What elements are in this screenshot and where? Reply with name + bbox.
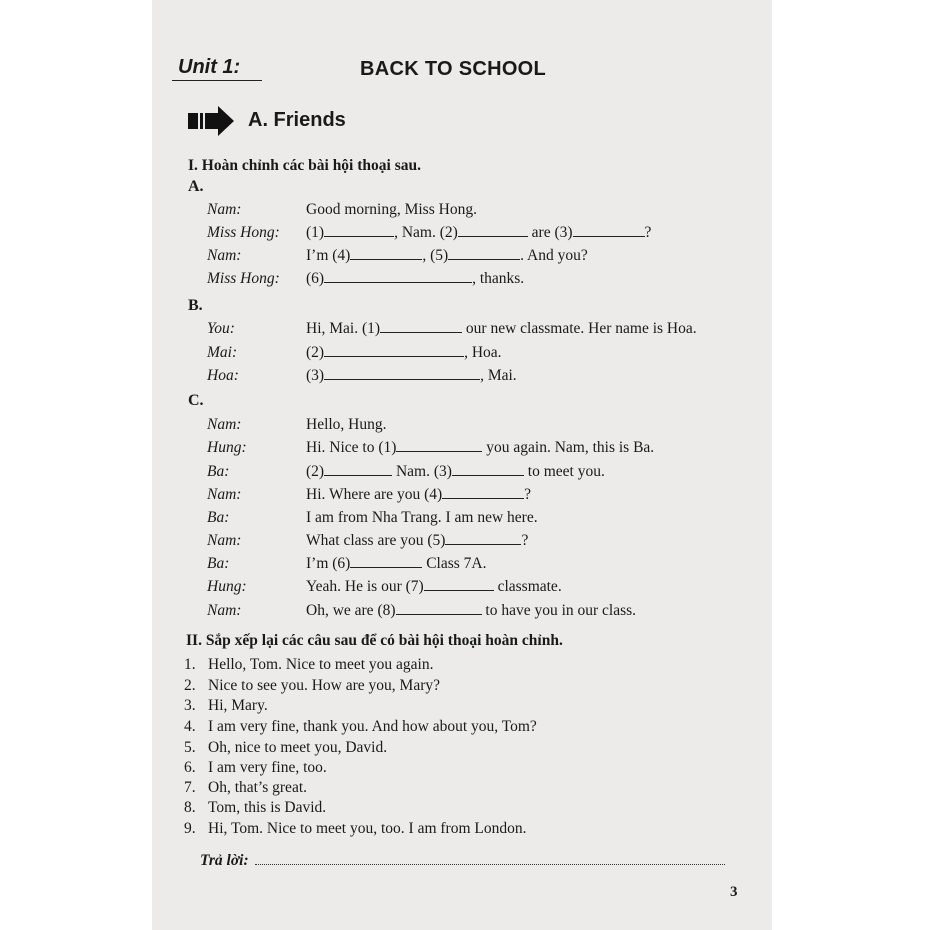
blank[interactable] xyxy=(452,463,524,476)
blank[interactable] xyxy=(396,439,482,452)
unit-label: Unit 1: xyxy=(178,56,241,78)
speaker: Nam: xyxy=(207,532,242,549)
list-item: 5. Oh, nice to meet you, David. xyxy=(184,739,388,756)
speaker: Ba: xyxy=(207,509,230,526)
list-item: 3. Hi, Mary. xyxy=(184,697,268,714)
list-item: 2. Nice to see you. How are you, Mary? xyxy=(184,677,440,694)
speaker: Hung: xyxy=(207,578,247,595)
speaker: Hung: xyxy=(207,439,247,456)
dialogue-a-label: A. xyxy=(188,178,204,195)
blank[interactable] xyxy=(458,224,528,237)
dialogue-line: (6) , thanks. xyxy=(306,270,525,287)
dialogue-b-label: B. xyxy=(188,297,203,314)
unit-underline xyxy=(172,80,262,81)
list-item: 7. Oh, that’s great. xyxy=(184,779,308,796)
dialogue-line: I am from Nha Trang. I am new here. xyxy=(306,509,538,526)
blank[interactable] xyxy=(324,367,480,380)
blank[interactable] xyxy=(350,555,422,568)
speaker: Ba: xyxy=(207,555,230,572)
dialogue-line: Hi, Mai. (1) our new classmate. Her name is Hoa. xyxy=(306,320,697,337)
dialogue-line: (3) , Mai. xyxy=(306,367,517,384)
unit-title: BACK TO SCHOOL xyxy=(360,58,547,80)
speaker: Nam: xyxy=(207,247,242,264)
speaker: Ba: xyxy=(207,463,230,480)
dialogue-line: Hi. Nice to (1) you again. Nam, this is Ba. xyxy=(306,439,655,456)
speaker: Nam: xyxy=(207,416,242,433)
speaker: Hoa: xyxy=(207,367,239,384)
list-item: 8. Tom, this is David. xyxy=(184,799,327,816)
dialogue-line: Hi. Where are you (4) ? xyxy=(306,486,532,503)
dialogue-line: I’m (4) , (5) . And you? xyxy=(306,247,588,264)
dialogue-line: I’m (6) Class 7A. xyxy=(306,555,487,572)
speaker: Mai: xyxy=(207,344,238,361)
list-item: 4. I am very fine, thank you. And how about you, Tom? xyxy=(184,718,537,735)
blank[interactable] xyxy=(445,532,521,545)
blank[interactable] xyxy=(442,486,524,499)
page-number: 3 xyxy=(730,884,738,900)
blank[interactable] xyxy=(448,247,520,260)
blank[interactable] xyxy=(396,602,482,615)
blank[interactable] xyxy=(324,463,392,476)
list-item: 6. I am very fine, too. xyxy=(184,759,327,776)
blank[interactable] xyxy=(324,224,394,237)
part2-heading: II. Sắp xếp lại các câu sau để có bài hội thoại hoàn chỉnh. xyxy=(186,632,563,649)
answer-blank[interactable] xyxy=(255,854,725,865)
blank[interactable] xyxy=(350,247,422,260)
dialogue-line: Good morning, Miss Hong. xyxy=(306,201,477,218)
speaker: Miss Hong: xyxy=(207,270,280,287)
part1-heading: I. Hoàn chỉnh các bài hội thoại sau. xyxy=(188,157,421,174)
dialogue-line: Oh, we are (8) to have you in our class. xyxy=(306,602,637,619)
blank[interactable] xyxy=(573,224,645,237)
speaker: Nam: xyxy=(207,486,242,503)
answer-label: Trả lời: xyxy=(200,852,249,869)
speaker: Miss Hong: xyxy=(207,224,280,241)
arrow-icon xyxy=(188,106,234,136)
dialogue-c-label: C. xyxy=(188,392,204,409)
dialogue-line: (1) , Nam. (2) are (3) ? xyxy=(306,224,652,241)
speaker: You: xyxy=(207,320,235,337)
dialogue-line: (2) Nam. (3) to meet you. xyxy=(306,463,605,480)
dialogue-line: Yeah. He is our (7) classmate. xyxy=(306,578,562,595)
answer-line xyxy=(200,852,725,870)
blank[interactable] xyxy=(380,320,462,333)
blank[interactable] xyxy=(324,270,472,283)
blank[interactable] xyxy=(324,344,464,357)
speaker: Nam: xyxy=(207,602,242,619)
section-title: A. Friends xyxy=(248,109,346,131)
dialogue-line: What class are you (5) ? xyxy=(306,532,529,549)
blank[interactable] xyxy=(424,578,494,591)
dialogue-line: Hello, Hung. xyxy=(306,416,387,433)
speaker: Nam: xyxy=(207,201,242,218)
list-item: 9. Hi, Tom. Nice to meet you, too. I am from London. xyxy=(184,820,527,837)
list-item: 1. Hello, Tom. Nice to meet you again. xyxy=(184,656,434,673)
dialogue-line: (2) , Hoa. xyxy=(306,344,502,361)
